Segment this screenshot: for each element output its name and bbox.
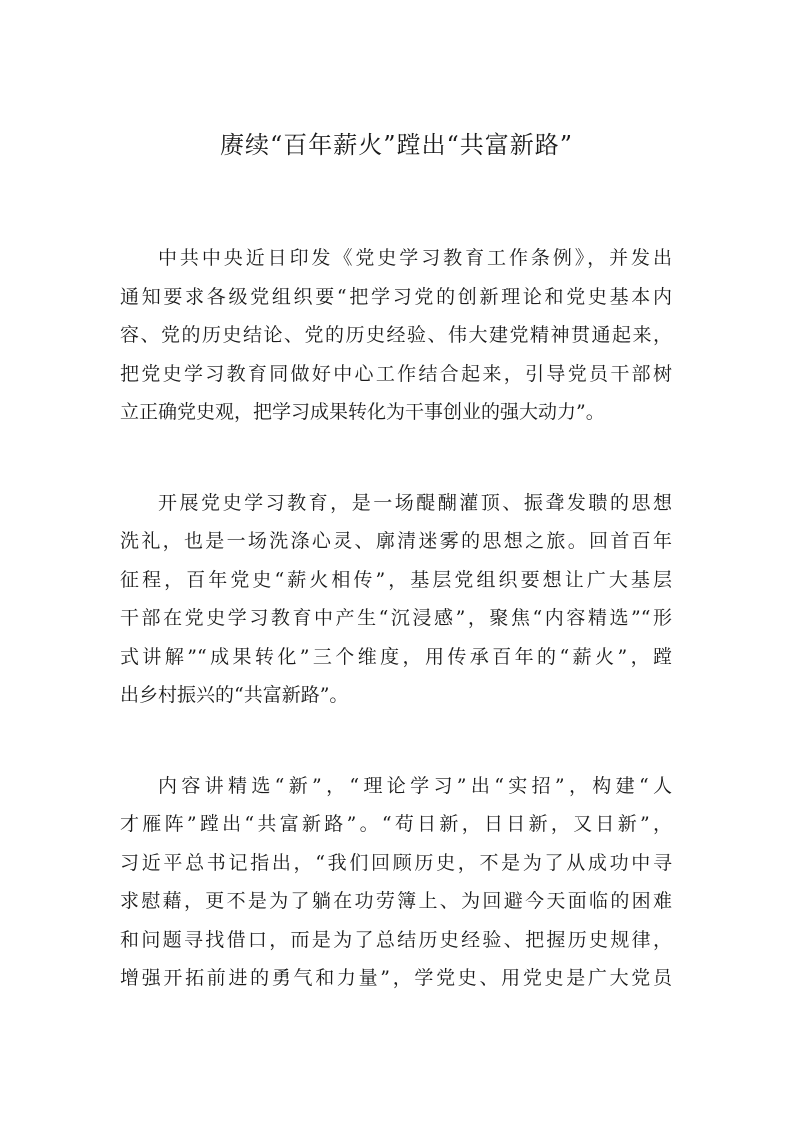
paragraph-line: 中共中央近日印发《党史学习教育工作条例》，并发出: [158, 247, 672, 269]
paragraph-line: 才雁阵”蹚出“共富新路”。“苟日新，日日新，又日新”，: [120, 813, 672, 835]
document-body: [120, 239, 672, 1050]
paragraph-2: [120, 484, 672, 715]
paragraph-line: 出乡村振兴的“共富新路”。: [120, 684, 349, 706]
paragraph-line: 习近平总书记指出，“我们回顾历史，不是为了从成功中寻: [120, 851, 672, 874]
paragraph-line: 内容讲精选“新”，“理论学习”出“实招”，构建“人: [158, 774, 672, 797]
paragraph-line: 和问题寻找借口，而是为了总结历史经验、把握历史规律，: [120, 928, 672, 951]
paragraph-3: [120, 767, 672, 998]
paragraph-line: 立正确党史观，把学习成果转化为干事创业的强大动力”。: [120, 401, 605, 423]
paragraph-line: 增强开拓前进的勇气和力量”，学党史、用党史是广大党员: [120, 967, 672, 989]
paragraph-line: 干部在党史学习教育中产生“沉浸感”，聚焦“内容精选”“形: [120, 607, 672, 629]
paragraph-line: 求慰藉，更不是为了躺在功劳簿上、为回避今天面临的困难: [120, 890, 672, 912]
document-title: 赓续“百年薪火”蹚出“共富新路”: [219, 131, 574, 159]
paragraph-line: 通知要求各级党组织要“把学习党的创新理论和党史基本内: [120, 285, 672, 308]
paragraph-line: 征程，百年党史“薪火相传”，基层党组织要想让广大基层: [120, 568, 672, 591]
paragraph-line: 式讲解”“成果转化”三个维度，用传承百年的“薪火”，蹚: [120, 645, 672, 668]
paragraph-line: 开展党史学习教育，是一场醍醐灌顶、振聋发聩的思想: [158, 491, 672, 514]
paragraph-line: 洗礼，也是一场洗涤心灵、廓清迷雾的思想之旅。回首百年: [120, 530, 672, 552]
paragraph-1: [120, 239, 672, 432]
paragraph-line: 把党史学习教育同做好中心工作结合起来，引导党员干部树: [120, 362, 672, 385]
paragraph-line: 容、党的历史结论、党的历史经验、伟大建党精神贯通起来，: [120, 324, 672, 346]
